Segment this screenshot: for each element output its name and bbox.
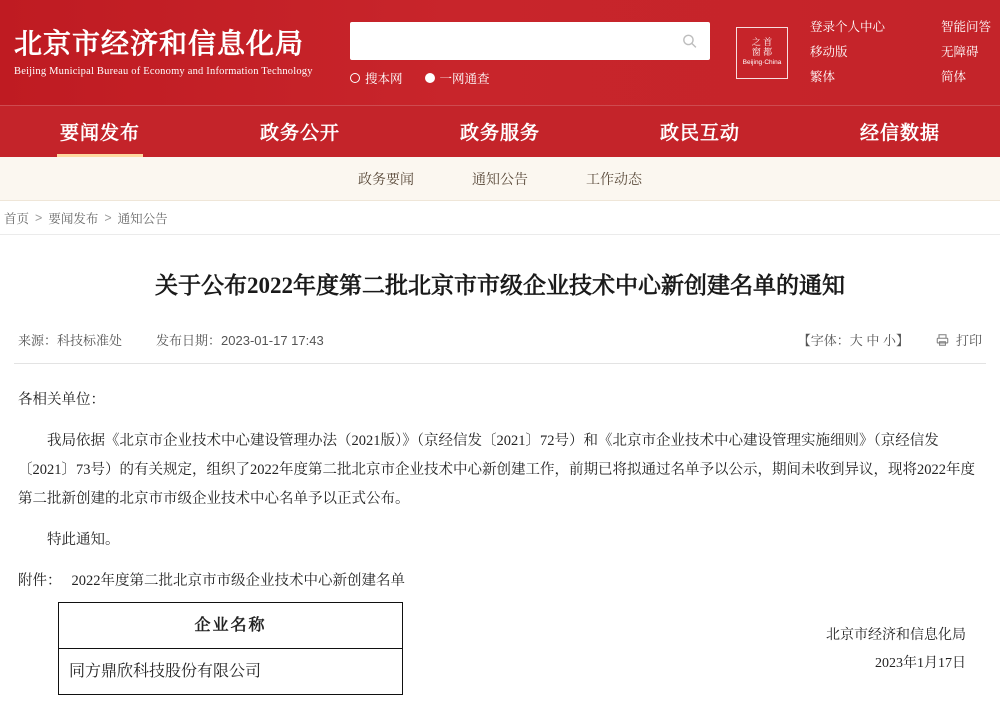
article-paragraph-closing: 特此通知。 [47, 532, 120, 549]
seal-line-3: Beijing·China [742, 59, 782, 67]
search-input[interactable] [350, 23, 710, 59]
search-icon[interactable] [681, 33, 698, 50]
article-date-value: 2023-01-17 17:43 [221, 333, 324, 349]
site-header [0, 0, 1000, 105]
font-size-control[interactable] [798, 330, 909, 349]
article-date [156, 330, 324, 349]
article-paragraph-salutation: 各相关单位： [18, 392, 105, 409]
main-nav [0, 105, 1000, 157]
search-scope-all-label: 一网通查 [439, 72, 490, 86]
breadcrumb [0, 201, 1000, 235]
logo-title-en: Beijing Municipal Bureau of Economy and Information Technology [14, 66, 313, 78]
breadcrumb-item-announcements[interactable]: 通知公告 [117, 211, 168, 226]
subnav-item-announcements[interactable]: 通知公告 [472, 170, 528, 187]
page-title: 关于公布2022年度第二批北京市市级企业技术中心新创建名单的通知 [155, 273, 845, 298]
nav-item-public-interaction[interactable]: 政民互动 [659, 123, 740, 144]
breadcrumb-separator-2: > [104, 210, 112, 225]
nav-item-government-services[interactable]: 政务服务 [459, 123, 540, 144]
breadcrumb-separator-1: > [35, 210, 43, 225]
table-header-row [59, 603, 403, 649]
link-accessibility[interactable]: 无障碍 [941, 45, 979, 59]
attachment-table [58, 602, 403, 695]
search-block [350, 18, 710, 87]
print-button[interactable] [935, 330, 982, 349]
nav-item-data[interactable]: 经信数据 [859, 123, 940, 144]
document-signature [826, 622, 966, 678]
search-scope-all[interactable] [425, 69, 490, 87]
breadcrumb-item-news[interactable]: 要闻发布 [48, 211, 99, 226]
table-row [59, 649, 403, 695]
article-source-label: 来源： [18, 333, 58, 349]
link-smart-qa[interactable]: 智能问答 [941, 20, 992, 34]
search-scope-site[interactable] [350, 69, 403, 87]
link-simplified[interactable]: 简体 [941, 70, 967, 84]
print-label: 打印 [955, 333, 982, 349]
header-links [810, 15, 991, 90]
font-size-label: 【字体： [797, 333, 850, 349]
attachment-line [18, 567, 982, 596]
article-meta [14, 326, 986, 364]
header-links-col-2 [941, 15, 991, 90]
subnav-item-important-news[interactable]: 政务要闻 [358, 170, 414, 187]
signature-org: 北京市经济和信息化局 [826, 628, 966, 643]
article-date-label: 发布日期： [156, 333, 222, 349]
sub-nav [0, 157, 1000, 201]
link-traditional[interactable]: 繁体 [810, 70, 836, 84]
attachment-name[interactable]: 2022年度第二批北京市市级企业技术中心新创建名单 [71, 573, 405, 590]
printer-icon [935, 333, 950, 347]
radio-circle-icon [350, 73, 360, 83]
search-scope-options [350, 69, 710, 87]
table-cell-company-1: 同方鼎欣科技股份有限公司 [59, 649, 403, 695]
nav-item-government-disclosure[interactable]: 政务公开 [259, 123, 340, 144]
table-header-company-name: 企业名称 [59, 603, 403, 649]
subnav-item-work-updates[interactable]: 工作动态 [586, 170, 642, 187]
breadcrumb-item-home[interactable]: 首页 [4, 211, 30, 226]
site-logo[interactable] [0, 28, 350, 78]
font-size-label-end: 】 [895, 333, 909, 349]
beijing-seal-logo [736, 27, 788, 79]
article-paragraph-main: 我局依据《北京市企业技术中心建设管理办法（2021版）》（京经信发〔2021〕72号）和《北京市企业技术中心建设管理实施细则》（京经信发〔2021〕73号）的有关规定，组织了2022年度第二批北京市企业技术中心新创建工作，前期已将拟通过名单予以公示，期间未收到异议，现将2022年度第二批新创建的北京市市级企业技术中心名单予以正式公布。 [18, 433, 975, 508]
link-mobile[interactable]: 移动版 [810, 45, 848, 59]
search-scope-site-label: 搜本网 [365, 72, 403, 86]
search-bar[interactable] [350, 22, 710, 60]
logo-title-cn: 北京市经济和信息化局 [14, 28, 305, 60]
nav-item-news[interactable]: 要闻发布 [0, 106, 200, 157]
link-login[interactable]: 登录个人中心 [810, 20, 886, 34]
seal-line-2: 窗 都 [751, 46, 773, 57]
article-source-value: 科技标准处 [57, 333, 123, 349]
signature-date: 2023年1月17日 [875, 656, 966, 671]
header-links-col-1 [810, 15, 885, 90]
attachment-label: 附件： [18, 573, 62, 590]
font-size-options[interactable]: 大 中 小 [849, 333, 896, 349]
article-source [18, 330, 122, 349]
radio-circle-filled-icon [425, 73, 435, 83]
seal-line-1: 之 首 [751, 37, 773, 48]
